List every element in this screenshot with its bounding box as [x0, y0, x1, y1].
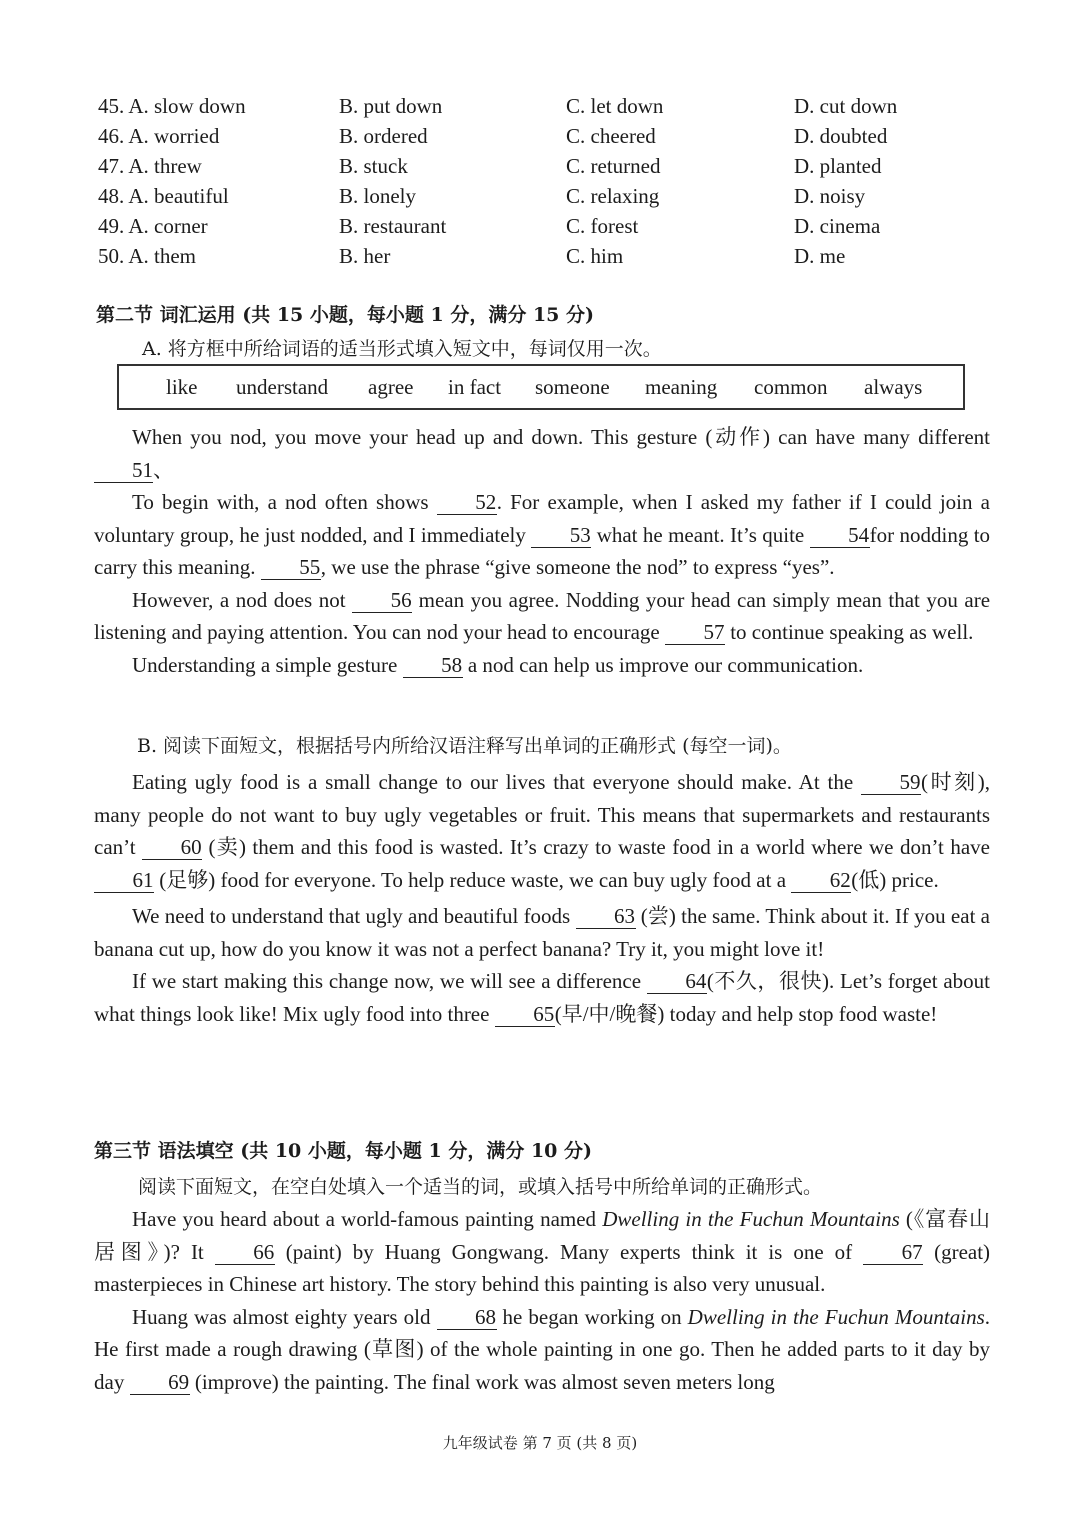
blank-60[interactable]: 60: [142, 835, 202, 860]
blank-52[interactable]: 52: [437, 490, 497, 515]
text: for nodding to carry this meaning.: [94, 522, 991, 579]
option-d[interactable]: D. cut down: [794, 94, 898, 118]
section3-instruction: 阅读下面短文，在空白处填入一个适当的词，或填入括号中所给单词的正确形式。: [138, 1176, 823, 1198]
blank-59[interactable]: 59: [861, 770, 921, 795]
option-c[interactable]: C. let down: [566, 94, 664, 118]
question-number: 47.: [98, 154, 125, 178]
text: (尝) the same. Think about it. If you eat a banana cut up, how do you know it was not a perfect banana? Try it, you might love it!: [94, 904, 991, 961]
passage-a: [94, 421, 990, 681]
option-c[interactable]: C. forest: [566, 214, 639, 238]
choice-row: [96, 91, 996, 121]
passage-c: [94, 1203, 990, 1398]
text: If we start making this change now, we will see a difference: [132, 969, 642, 993]
text: he began working on: [502, 1304, 682, 1329]
word-item: understand: [236, 375, 329, 399]
text: to continue speaking as well.: [730, 620, 974, 644]
text: 、: [153, 457, 174, 482]
blank-64[interactable]: 64: [647, 969, 707, 994]
paragraph: [94, 1301, 990, 1399]
text: (不久，很快). Let’s forget about what things look like! Mix ugly food into three: [94, 969, 990, 1026]
text: (早/中/晚餐) today and help stop food waste!: [554, 1001, 938, 1026]
word-item: like: [166, 375, 198, 399]
text: what he meant. It’s quite: [596, 522, 805, 547]
text: (足够) food for everyone. To help reduce waste, we can buy ugly food at a: [159, 867, 787, 892]
blank-61[interactable]: 61: [94, 868, 154, 893]
option-a[interactable]: A. slow down: [128, 94, 246, 118]
option-a[interactable]: A. corner: [128, 214, 208, 238]
text: (great) masterpieces in Chinese art history. The story behind this painting is also very unusual.: [94, 1239, 991, 1296]
section2-heading: 第二节 词汇运用 (共 15 小题，每小题 1 分，满分 15 分): [96, 304, 594, 326]
option-a[interactable]: A. beautiful: [128, 184, 229, 208]
blank-54[interactable]: 54: [810, 523, 870, 548]
text: Huang was almost eighty years old: [132, 1304, 431, 1329]
option-d[interactable]: D. planted: [794, 154, 882, 178]
option-a[interactable]: A. worried: [128, 124, 220, 148]
blank-69[interactable]: 69: [130, 1370, 190, 1395]
question-start: [98, 151, 202, 181]
option-c[interactable]: C. him: [566, 244, 624, 268]
question-start: [98, 211, 208, 241]
section3-heading: 第三节 语法填空 (共 10 小题，每小题 1 分，满分 10 分): [94, 1140, 592, 1162]
paragraph: [94, 649, 990, 682]
option-c[interactable]: C. returned: [566, 154, 661, 178]
choice-row: [96, 151, 996, 181]
text: . For example, when I asked my father if I could join a voluntary group, he just nodded, and I immediately: [94, 490, 990, 547]
text: mean you agree. Nodding your head can simply mean that you are listening and paying attention. You can nod your head to encourage: [94, 587, 991, 644]
text: Understanding a simple gesture: [132, 652, 398, 677]
option-d[interactable]: D. noisy: [794, 184, 866, 208]
paragraph: [94, 1203, 990, 1301]
blank-55[interactable]: 55: [261, 555, 321, 580]
text: (paint) by Huang Gongwang. Many experts think it is one of: [285, 1239, 853, 1264]
blank-51[interactable]: 51: [94, 458, 153, 483]
blank-67[interactable]: 67: [863, 1240, 923, 1265]
paragraph: [94, 584, 990, 649]
partA-instruction: A. 将方框中所给词语的适当形式填入短文中，每词仅用一次。: [142, 338, 662, 360]
text: Eating ugly food is a small change to our lives that everyone should make. At the: [132, 770, 854, 794]
blank-65[interactable]: 65: [495, 1002, 555, 1027]
choice-row: [96, 181, 996, 211]
text: (《富春山居图》)? It: [94, 1207, 991, 1264]
word-item: agree: [368, 375, 414, 399]
text: However, a nod does not: [132, 587, 346, 612]
passage-b: [94, 766, 990, 1030]
choice-row: [96, 121, 996, 151]
option-b[interactable]: B. her: [339, 244, 391, 268]
paragraph: [94, 900, 990, 965]
text: . He first made a rough drawing (草图) of the whole painting in one go. Then he added parts to it day by day: [94, 1304, 991, 1394]
choice-row: [96, 241, 996, 271]
blank-57[interactable]: 57: [665, 620, 725, 645]
choice-row: [96, 211, 996, 241]
word-item: meaning: [645, 375, 718, 399]
blank-53[interactable]: 53: [531, 523, 591, 548]
question-start: [98, 121, 219, 151]
question-start: [98, 241, 196, 271]
blank-68[interactable]: 68: [437, 1305, 497, 1330]
option-b[interactable]: B. ordered: [339, 124, 428, 148]
text: When you nod, you move your head up and down. This gesture (动作) can have many different: [132, 425, 990, 449]
option-b[interactable]: B. put down: [339, 94, 443, 118]
option-d[interactable]: D. me: [794, 244, 846, 268]
text: We need to understand that ugly and beautiful foods: [132, 904, 571, 928]
page-footer: 九年级试卷 第 7 页 (共 8 页): [442, 1434, 638, 1452]
blank-66[interactable]: 66: [215, 1240, 275, 1265]
text: a nod can help us improve our communication.: [467, 652, 864, 677]
text: Have you heard about a world-famous painting named: [132, 1207, 597, 1231]
word-item: someone: [535, 375, 610, 399]
text: (卖) them and this food is wasted. It’s crazy to waste food in a world where we don’t have: [208, 835, 990, 859]
painting-title: Dwelling in the Fuchun Mountains: [602, 1207, 900, 1231]
question-number: 45.: [98, 94, 125, 118]
text: To begin with, a nod often shows: [132, 490, 429, 514]
painting-title: Dwelling in the Fuchun Mountains: [687, 1304, 985, 1329]
option-c[interactable]: C. relaxing: [566, 184, 660, 208]
paragraph: [94, 421, 990, 486]
question-number: 50.: [98, 244, 125, 268]
text: (improve) the painting. The final work was almost seven meters long: [194, 1369, 775, 1394]
word-item: always: [864, 375, 923, 399]
paragraph: [94, 766, 990, 896]
paragraph: [94, 965, 990, 1030]
choice-options: [96, 91, 996, 271]
paragraph: [94, 486, 990, 584]
word-item: common: [754, 375, 828, 399]
option-b[interactable]: B. stuck: [339, 154, 408, 178]
blank-56[interactable]: 56: [352, 588, 412, 613]
option-a[interactable]: A. them: [128, 244, 196, 268]
question-number: 48.: [98, 184, 125, 208]
option-d[interactable]: D. doubted: [794, 124, 888, 148]
partB-instruction: B. 阅读下面短文，根据括号内所给汉语注释写出单词的正确形式 (每空一词)。: [137, 735, 792, 757]
question-start: [98, 91, 246, 121]
option-d[interactable]: D. cinema: [794, 214, 881, 238]
text: (时刻), many people do not want to buy ugly vegetables or fruit. This means that supermarkets and restaurants can’t: [94, 770, 990, 859]
blank-58[interactable]: 58: [403, 653, 463, 678]
text: (低) price.: [851, 867, 939, 892]
question-number: 49.: [98, 214, 125, 238]
word-box: [117, 364, 965, 410]
word-item: in fact: [448, 375, 502, 399]
option-a[interactable]: A. threw: [128, 154, 202, 178]
blank-63[interactable]: 63: [576, 904, 636, 929]
option-b[interactable]: B. restaurant: [339, 214, 447, 238]
question-start: [98, 181, 229, 211]
option-c[interactable]: C. cheered: [566, 124, 656, 148]
blank-62[interactable]: 62: [791, 868, 851, 893]
text: , we use the phrase “give someone the nod” to express “yes”.: [320, 555, 835, 579]
option-b[interactable]: B. lonely: [339, 184, 416, 208]
question-number: 46.: [98, 124, 125, 148]
